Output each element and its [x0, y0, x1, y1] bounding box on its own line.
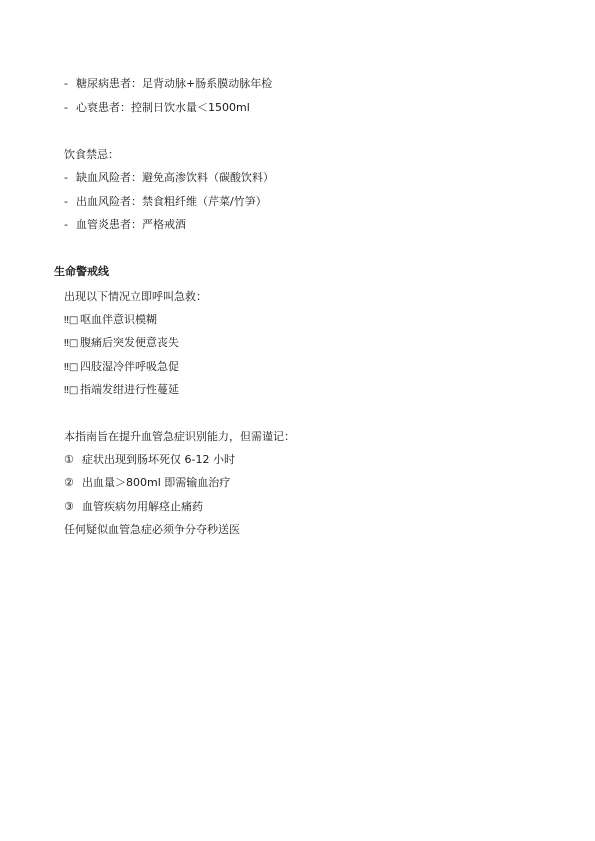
warning-item-text: 腹痛后突发便意丧失 [80, 336, 179, 349]
list-item [64, 218, 186, 232]
warning-icon: ‼□ [64, 362, 79, 373]
warning-icon: ‼□ [64, 315, 79, 326]
list-item-text: 糖尿病患者：足背动脉+肠系膜动脉年检 [76, 77, 273, 90]
list-item [64, 195, 267, 209]
summary-item-text: 血管疾病勿用解痉止痛药 [82, 500, 203, 513]
warning-icon: ‼□ [64, 338, 79, 349]
section-heading: 生命警戒线 [54, 265, 109, 278]
dash-marker: - [64, 195, 68, 208]
circled-number: ② [64, 476, 74, 489]
warning-icon: ‼□ [64, 385, 79, 396]
summary-item [64, 453, 235, 467]
lifeline-intro: 出现以下情况立即呼叫急救： [64, 290, 207, 303]
summary-intro: 本指南旨在提升血管急症识别能力，但需谨记： [64, 430, 295, 443]
dash-marker: - [64, 171, 68, 184]
warning-item [64, 360, 179, 375]
diet-title: 饮食禁忌： [64, 148, 119, 161]
list-item-text: 出血风险者：禁食粗纤维（芹菜/竹笋） [76, 195, 267, 208]
warning-item-text: 指端发绀进行性蔓延 [80, 383, 179, 396]
list-item [64, 171, 274, 185]
list-item [64, 101, 250, 115]
list-item-text: 血管炎患者：严格戒酒 [76, 218, 186, 231]
summary-item [64, 476, 230, 490]
warning-item-text: 四肢湿冷伴呼吸急促 [80, 360, 179, 373]
circled-number: ③ [64, 500, 74, 513]
warning-item [64, 313, 157, 328]
dash-marker: - [64, 101, 68, 114]
list-item [64, 77, 272, 91]
summary-item-text: 症状出现到肠坏死仅 6-12 小时 [82, 453, 235, 466]
dash-marker: - [64, 218, 68, 231]
list-item-text: 缺血风险者：避免高渗饮料（碳酸饮料） [76, 171, 274, 184]
warning-item [64, 383, 179, 398]
dash-marker: - [64, 77, 68, 90]
warning-item [64, 336, 179, 351]
summary-closing: 任何疑似血管急症必须争分夺秒送医 [64, 523, 240, 536]
list-item-text: 心衰患者：控制日饮水量＜1500ml [76, 101, 250, 114]
summary-item [64, 500, 203, 514]
circled-number: ① [64, 453, 74, 466]
warning-item-text: 呕血伴意识模糊 [80, 313, 157, 326]
summary-item-text: 出血量＞800ml 即需输血治疗 [82, 476, 231, 489]
